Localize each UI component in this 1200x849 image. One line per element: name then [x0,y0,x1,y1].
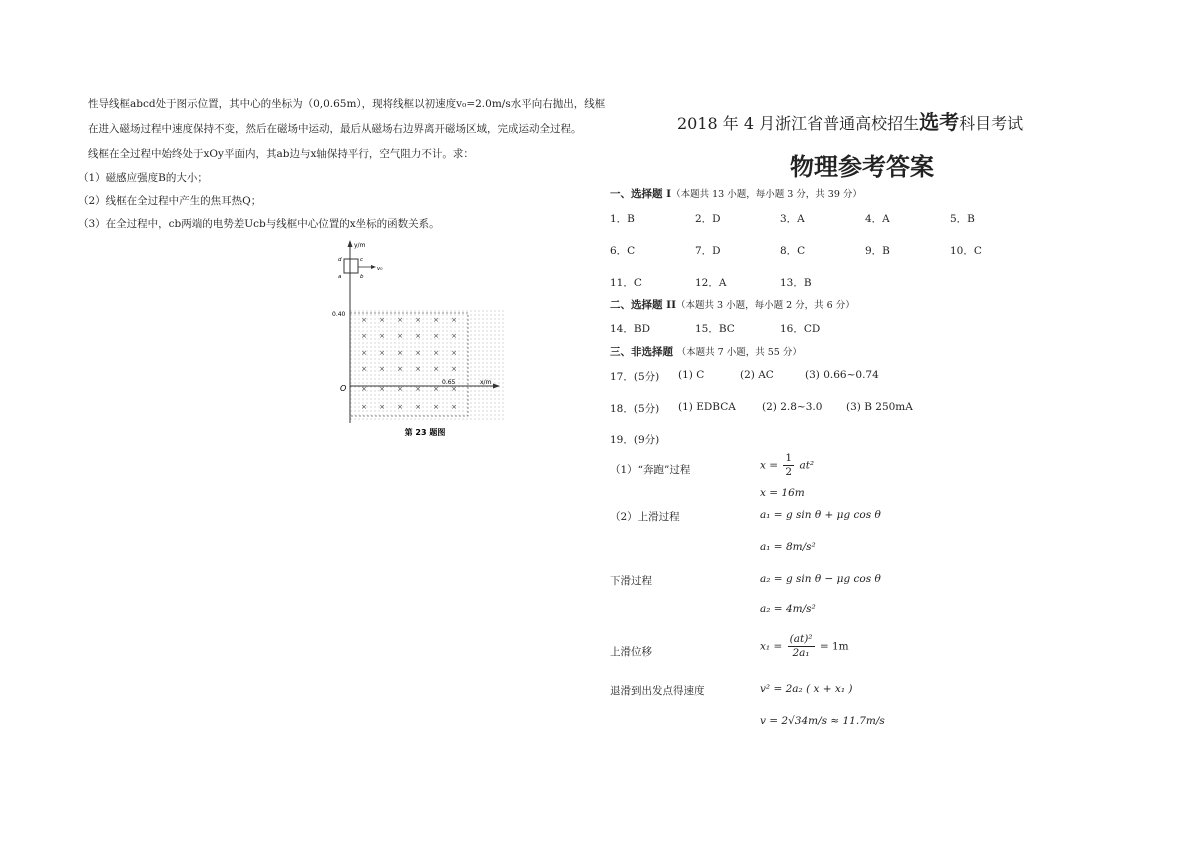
answer-8: 8．C [780,245,806,257]
wire-frame [344,259,358,273]
section-3-header [610,344,802,359]
answer-2: 2．D [695,213,721,225]
field-cross: × [397,365,403,373]
question-3: （3）在全过程中，cb两端的电势差Ucb与线框中心位置的x坐标的函数关系。 [78,218,440,230]
displacement-equation [760,633,849,660]
answer-16: 16．CD [780,323,821,335]
answer-11: 11．C [610,277,642,289]
exam-title-pre: 2018 年 4 月浙江省普通高校招生 [677,114,920,133]
field-cross: × [397,332,403,340]
answer-6: 6．C [610,245,636,257]
field-cross: × [361,332,367,340]
section-1-title: 一、选择题 I [610,188,672,200]
section-1-note: （本题共 13 小题，每小题 3 分，共 39 分） [671,189,862,200]
section-2-header [610,297,855,312]
y-axis-label: y/m [354,242,366,249]
answer-13: 13．B [780,277,812,289]
q17-part3: (3) 0.66~0.74 [805,369,879,381]
figure-caption: 第 23 题图 [404,428,446,437]
answer-1: 1．B [610,213,635,225]
dotted-region [350,310,505,420]
exam-title [677,106,1023,135]
field-cross: × [451,365,457,373]
run-process-label: （1）“奔跑”过程 [610,464,691,476]
field-cross: × [433,365,439,373]
down-result: a₂ = 4m/s² [760,603,816,615]
field-cross: × [415,349,421,357]
field-cross: × [397,403,403,411]
answer-5: 5．B [950,213,975,225]
run-eq-post: at² [799,459,815,472]
field-cross: × [397,385,403,393]
field-cross: × [379,403,385,411]
up-process-label: （2）上滑过程 [610,511,680,523]
disp-eq-pre: x₁ = [760,640,783,653]
field-cross: × [433,316,439,324]
disp-eq-numerator: (at)² [789,633,813,645]
q18-part1: (1) EDBCA [678,401,736,413]
problem-line-1: 性导线框abcd处于图示位置，其中心的坐标为（0,0.65m），现将线框以初速度v₀=2.0m/s水平向右抛出，线框 [88,98,606,110]
answer-7: 7．D [695,245,721,257]
field-cross: × [415,365,421,373]
down-equation: a₂ = g sin θ − μg cos θ [760,573,881,585]
corner-c: c [360,257,364,263]
exam-title-post: 科目考试 [959,114,1024,133]
field-cross: × [379,349,385,357]
field-cross: × [451,385,457,393]
origin-label: O [340,384,347,393]
exam-title-bold: 选考 [919,110,960,134]
field-cross: × [415,316,421,324]
disp-eq-post: = 1m [819,640,849,653]
field-cross: × [415,332,421,340]
answer-12: 12．A [695,277,727,289]
magnetic-field-figure [330,238,520,438]
q17-label: 17．(5分) [610,371,660,383]
field-cross: × [451,332,457,340]
field-cross: × [397,316,403,324]
field-cross: × [361,385,367,393]
q18-part3: (3) B 250mA [846,401,913,413]
section-1-header [610,186,862,201]
answer-4: 4．A [865,213,890,225]
problem-line-3: 线框在全过程中始终处于xOy平面内，其ab边与x轴保持平行，空气阻力不计。求： [88,148,474,160]
up-result: a₁ = 8m/s² [760,541,816,553]
problem-line-2: 在进入磁场过程中速度保持不变，然后在磁场中运动，最后从磁场右边界离开磁场区域，完成运动全过程。 [88,123,582,135]
field-cross: × [433,385,439,393]
field-cross: × [361,365,367,373]
displacement-label: 上滑位移 [610,646,652,658]
field-cross: × [361,316,367,324]
answer-10: 10．C [950,245,982,257]
field-cross: × [379,365,385,373]
section-3-title: 三、非选择题 [610,346,673,358]
velocity-label: v₀ [377,266,383,272]
field-cross: × [379,332,385,340]
run-equation [760,452,814,479]
field-cross: × [415,403,421,411]
down-process-label: 下滑过程 [610,575,652,587]
answer-title: 物理参考答案 [790,152,934,181]
q17-part1: (1) C [678,369,705,381]
disp-eq-denominator: 2a₁ [792,647,810,659]
return-speed-label: 退滑到出发点得速度 [610,685,705,697]
return-speed-equation: v² = 2a₂ ( x + x₁ ) [760,683,853,695]
field-cross: × [433,403,439,411]
field-cross: × [451,316,457,324]
run-eq-denominator: 2 [785,466,793,478]
corner-d: d [338,257,342,263]
field-cross: × [361,349,367,357]
field-cross: × [433,332,439,340]
x-tick-label: 0.65 [442,379,456,386]
field-cross: × [451,403,457,411]
run-eq-pre: x = [760,459,779,472]
up-equation: a₁ = g sin θ + μg cos θ [760,509,881,521]
field-cross: × [451,349,457,357]
x-axis-label: x/m [480,379,492,386]
q17-part2: (2) AC [740,369,774,381]
answer-14: 14．BD [610,323,650,335]
answer-15: 15．BC [695,323,735,335]
field-cross: × [415,385,421,393]
q18-label: 18．(5分) [610,403,660,415]
section-2-title: 二、选择题 II [610,299,676,311]
field-cross: × [361,403,367,411]
run-result: x = 16m [760,487,805,499]
q19-label: 19．(9分) [610,434,660,446]
corner-b: b [360,274,364,280]
section-2-note: （本题共 3 小题，每小题 2 分，共 6 分） [675,300,855,311]
field-cross: × [433,349,439,357]
question-1: （1）磁感应强度B的大小； [78,172,208,184]
section-3-note: （本题共 7 小题，共 55 分） [676,347,802,358]
y-tick-label: 0.40 [332,311,346,318]
field-cross: × [397,349,403,357]
field-cross: × [379,385,385,393]
answer-3: 3．A [780,213,805,225]
question-2: （2）线框在全过程中产生的焦耳热Q； [78,195,262,207]
q18-part2: (2) 2.8~3.0 [762,401,823,413]
field-cross: × [379,316,385,324]
return-speed-result: v = 2√34m/s ≈ 11.7m/s [760,715,885,727]
answer-9: 9．B [865,245,890,257]
corner-a: a [338,274,342,280]
run-eq-numerator: 1 [785,452,793,464]
